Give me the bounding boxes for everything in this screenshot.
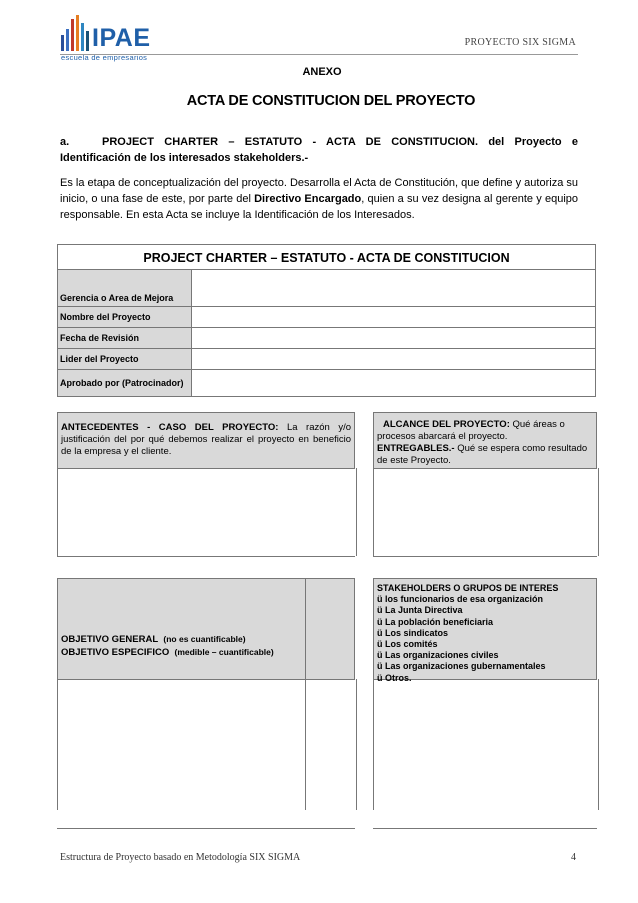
objetivo-text: OBJETIVO GENERAL (no es cuantificable) OBJETIVO ESPECIFICO (medible – cuantificable) (61, 634, 274, 658)
charter-row-label: Gerencia o Area de Mejora (58, 270, 192, 307)
antecedentes-header: ANTECEDENTES - CASO DEL PROYECTO: La razón y/o justificación del por qué debemos realizar el proyecto en beneficio de la empresa y el cliente. (57, 412, 355, 469)
logo-text: IPAE (92, 24, 151, 52)
stakeholder-item: ü los funcionarios de esa organización (377, 594, 544, 605)
antecedentes-content[interactable] (57, 468, 357, 556)
anexo-heading: ANEXO (302, 66, 342, 78)
objetivo-general-label: OBJETIVO GENERAL (61, 634, 159, 645)
objetivo-especifico-label: OBJETIVO ESPECIFICO (61, 647, 170, 658)
stakeholder-item: ü Otros. (377, 672, 412, 683)
stakeholders-header (373, 578, 597, 683)
stakeholder-item: ü La Junta Directiva (377, 605, 463, 616)
charter-value-gerencia[interactable] (192, 270, 596, 307)
stakeholders-title: STAKEHOLDERS O GRUPOS DE INTERES (377, 583, 559, 593)
charter-value-fecha[interactable] (192, 328, 596, 349)
logo-subtitle: escuela de empresarios (61, 53, 148, 62)
objetivo-bottom-line (57, 828, 355, 829)
objetivo-content[interactable] (57, 679, 357, 810)
stakeholder-item: ü Los comités (377, 639, 438, 650)
stakeholder-item: ü La población beneficiaria (377, 616, 494, 627)
page-title: ACTA DE CONSTITUCION DEL PROYECTO (186, 93, 476, 109)
objetivo-content-divider (305, 679, 306, 810)
section-a-label: a. (60, 136, 70, 148)
header-project-label: PROYECTO SIX SIGMA (464, 37, 576, 48)
alcance-content[interactable] (373, 468, 599, 556)
intro-paragraph: Es la etapa de conceptualización del proyecto. Desarrolla el Acta de Constitución, que define y autoriza su inicio, o una fase de este, por parte del Directivo Encargado, quien a su vez designa al gerente y equipo responsable. En esta Acta se incluye la Identificación de los Interesados. (60, 177, 578, 221)
stakeholders-bottom-line (373, 828, 597, 829)
charter-value-aprobado[interactable] (192, 370, 596, 397)
charter-heading: PROJECT CHARTER – ESTATUTO - ACTA DE CONSTITUCION (58, 245, 596, 270)
section-a-text: PROJECT CHARTER – ESTATUTO - ACTA DE CONSTITUCION. del Proyecto e Identificación de los interesados stakeholders.- (60, 136, 578, 164)
footer-text: Estructura de Proyecto basado en Metodología SIX SIGMA (60, 852, 301, 863)
section-a-heading (60, 134, 578, 166)
charter-table (57, 244, 596, 397)
stakeholder-item: ü Los sindicatos (377, 627, 449, 638)
charter-value-nombre[interactable] (192, 307, 596, 328)
stakeholders-content[interactable] (373, 679, 599, 810)
charter-row-label: Fecha de Revisión (58, 328, 192, 349)
alcance-header: ALCANCE DEL PROYECTO: Qué áreas o procesos abarcará el proyecto. ENTREGABLES.- Qué se espera como resultado de este Proyecto. (373, 412, 597, 469)
charter-row-label: Nombre del Proyecto (58, 307, 192, 328)
charter-row-label: Lider del Proyecto (58, 349, 192, 370)
alcance-bottom-line (373, 556, 597, 557)
objetivo-divider (305, 578, 306, 680)
charter-value-lider[interactable] (192, 349, 596, 370)
stakeholder-item: ü Las organizaciones gubernamentales (377, 661, 546, 672)
header-divider (60, 54, 578, 55)
directivo-encargado: Directivo Encargado (254, 193, 362, 205)
page-number: 4 (571, 852, 576, 863)
stakeholder-item: ü Las organizaciones civiles (377, 650, 499, 661)
charter-row-label: Aprobado por (Patrocinador) (58, 370, 192, 397)
objetivo-header (57, 578, 355, 680)
antecedentes-bottom-line (57, 556, 355, 557)
ipae-logo-icon (60, 15, 92, 51)
